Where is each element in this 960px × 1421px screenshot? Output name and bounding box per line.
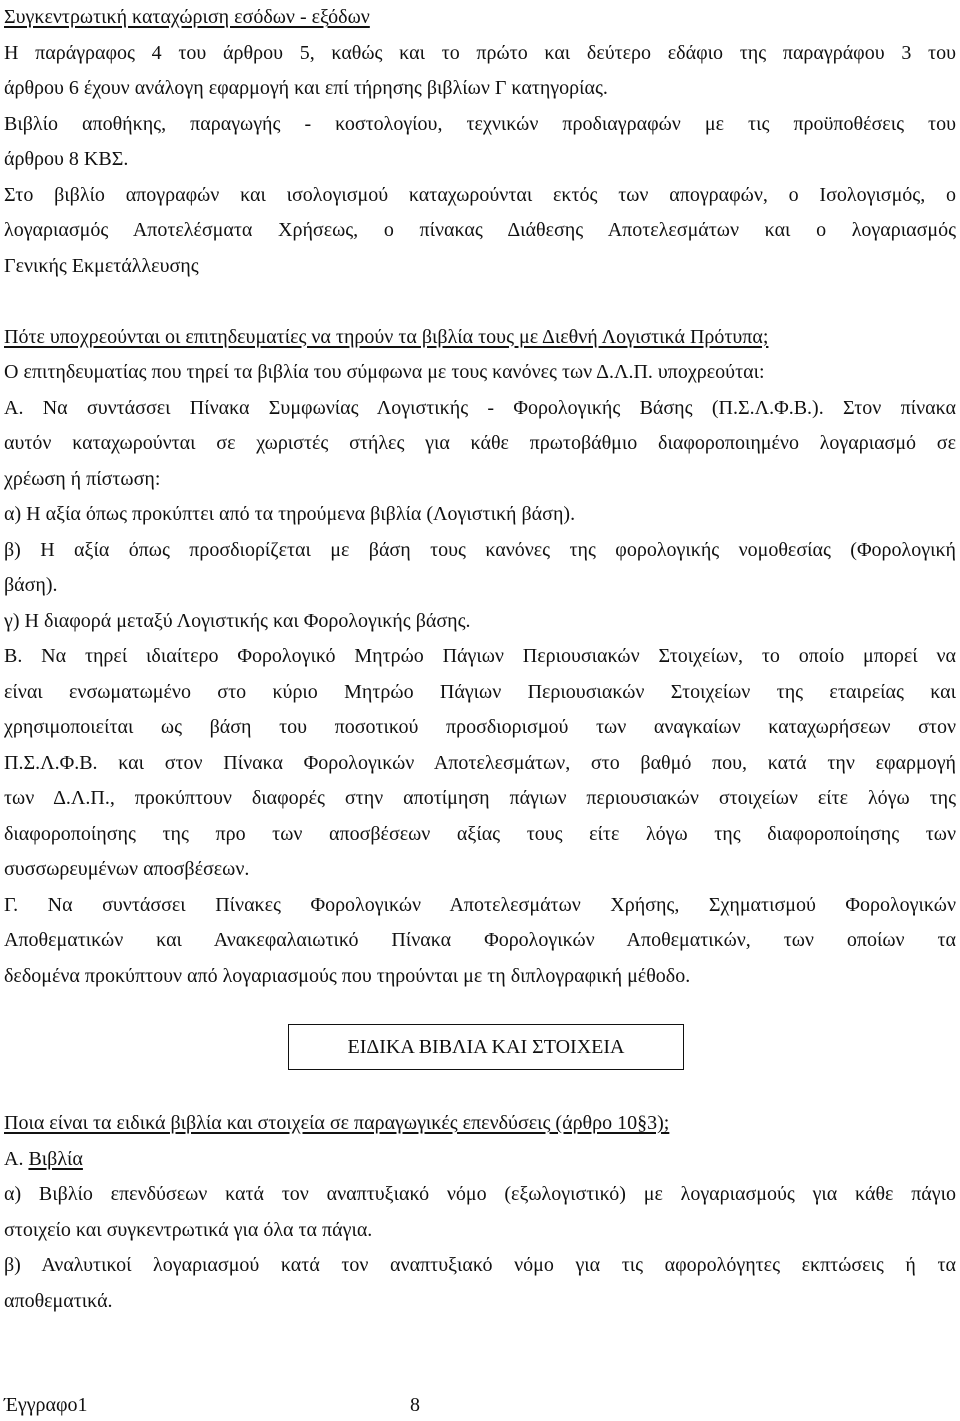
paragraph-line: συσσωρευμένων αποσβέσεων. xyxy=(4,858,250,880)
paragraph-line: Στο βιβλίο απογραφών και ισολογισμού καταχωρούνται εκτός των απογραφών, ο Ισολογισμός, ο xyxy=(4,183,956,206)
paragraph-line: Γενικής Εκμετάλλευσης xyxy=(4,254,199,277)
page-footer xyxy=(4,1390,604,1420)
paragraph-line: άρθρου 6 έχουν ανάλογη εφαρμογή και επί τήρησης βιβλίων Γ κατηγορίας. xyxy=(4,77,608,99)
paragraph-line: Αποθεματικών και Ανακεφαλαιωτικό Πίνακα Φορολογικών Αποθεματικών, των οποίων τα xyxy=(4,929,956,951)
section-question: Ποια είναι τα ειδικά βιβλία και στοιχεία σε παραγωγικές επενδύσεις (άρθρο 10§3); xyxy=(4,1112,670,1134)
paragraph-line: Η παράγραφος 4 του άρθρου 5, καθώς και το πρώτο και δεύτερο εδάφιο της παραγράφου 3 του xyxy=(4,41,956,64)
paragraph-line: αυτόν καταχωρούνται σε χωριστές στήλες για κάθε πρωτοβάθμιο διαφοροποιημένο λογαριασμό σε xyxy=(4,432,956,454)
paragraph-line: Β. Να τηρεί ιδιαίτερο Φορολογικό Μητρώο Πάγιων Περιουσιακών Στοιχείων, το οποίο μπορεί να xyxy=(4,645,956,667)
footer-doc-name: Έγγραφο1 xyxy=(4,1394,88,1416)
paragraph-line: Ο επιτηδευματίας που τηρεί τα βιβλία του σύμφωνα με τους κανόνες των Δ.Λ.Π. υποχρεούται: xyxy=(4,361,765,383)
paragraph-line: Π.Σ.Λ.Φ.Β. και στον Πίνακα Φορολογικών Αποτελεσμάτων, στο βαθμό που, κατά την εφαρμογή xyxy=(4,751,956,774)
paragraph-line: είναι ενσωματωμένο στο κύριο Μητρώο Πάγιων Περιουσιακών Στοιχείων της εταιρείας και xyxy=(4,680,956,703)
section-question: Πότε υποχρεούνται οι επιτηδευματίες να τηρούν τα βιβλία τους με Διεθνή Λογιστικά Πρότυπα; xyxy=(4,325,769,348)
paragraph-line: β) Αναλυτικοί λογαριασμού κατά τον αναπτυξιακό νόμο για τις αφορολόγητες εκπτώσεις ή τα xyxy=(4,1254,956,1276)
paragraph-line: λογαριασμός Αποτελέσματα Χρήσεως, ο πίνακας Διάθεσης Αποτελεσμάτων και ο λογαριασμός xyxy=(4,219,956,241)
paragraph-line: Γ. Να συντάσσει Πίνακες Φορολογικών Αποτελεσμάτων Χρήσης, Σχηματισμού Φορολογικών xyxy=(4,893,956,916)
paragraph-line: διαφοροποίησης της προ των αποσβέσεων αξίας τους είτε λόγω της διαφοροποίησης των xyxy=(4,822,956,845)
paragraph-line: δεδομένα προκύπτουν από λογαριασμούς που τηρούνται με τη διπλογραφική μέθοδο. xyxy=(4,964,691,987)
paragraph-line: Βιβλίο αποθήκης, παραγωγής - κοστολογίου, τεχνικών προδιαγραφών με τις προϋποθέσεις του xyxy=(4,112,956,135)
paragraph-line: χρησιμοποιείται ως βάση του ποσοτικού προσδιορισμού των αναγκαίων καταχωρήσεων στον xyxy=(4,716,956,738)
paragraph-line: άρθρου 8 ΚΒΣ. xyxy=(4,148,129,170)
paragraph-line: βάση). xyxy=(4,574,58,596)
paragraph-line: α) Η αξία όπως προκύπτει από τα τηρούμενα βιβλία (Λογιστική βάση). xyxy=(4,503,576,525)
paragraph-line: χρέωση ή πίστωση: xyxy=(4,467,161,490)
paragraph-line: Α. Να συντάσσει Πίνακα Συμφωνίας Λογιστικής - Φορολογικής Βάσης (Π.Σ.Λ.Φ.Β.). Στον πίνακα xyxy=(4,396,956,419)
paragraph-line: γ) Η διαφορά μεταξύ Λογιστικής και Φορολογικής βάσης. xyxy=(4,609,471,632)
subheading-label: Βιβλία xyxy=(28,1147,83,1170)
section-title: Συγκεντρωτική καταχώριση εσόδων - εξόδων xyxy=(4,6,370,28)
paragraph-line: α) Βιβλίο επενδύσεων κατά τον αναπτυξιακό νόμο (εξωλογιστικό) με λογαριασμούς για κάθε πάγιο xyxy=(4,1183,956,1205)
spacer xyxy=(4,284,956,320)
document-page xyxy=(4,0,956,1319)
heading-box-wrapper xyxy=(4,994,956,1106)
subheading xyxy=(4,1142,956,1178)
paragraph-line: των Δ.Λ.Π., προκύπτουν διαφορές στην αποτίμηση πάγιων περιουσιακών στοιχείων είτε λόγω της xyxy=(4,787,956,809)
subheading-prefix: Α. xyxy=(4,1147,24,1170)
paragraph-line: στοιχείο και συγκεντρωτικά για όλα τα πάγια. xyxy=(4,1218,373,1241)
footer-page-number: 8 xyxy=(410,1394,420,1416)
section-heading-box: ΕΙΔΙΚΑ ΒΙΒΛΙΑ ΚΑΙ ΣΤΟΙΧΕΙΑ xyxy=(288,1024,684,1070)
paragraph-line: β) Η αξία όπως προσδιορίζεται με βάση τους κανόνες της φορολογικής νομοθεσίας (Φορολογική xyxy=(4,538,956,561)
paragraph-line: αποθεματικά. xyxy=(4,1289,113,1312)
